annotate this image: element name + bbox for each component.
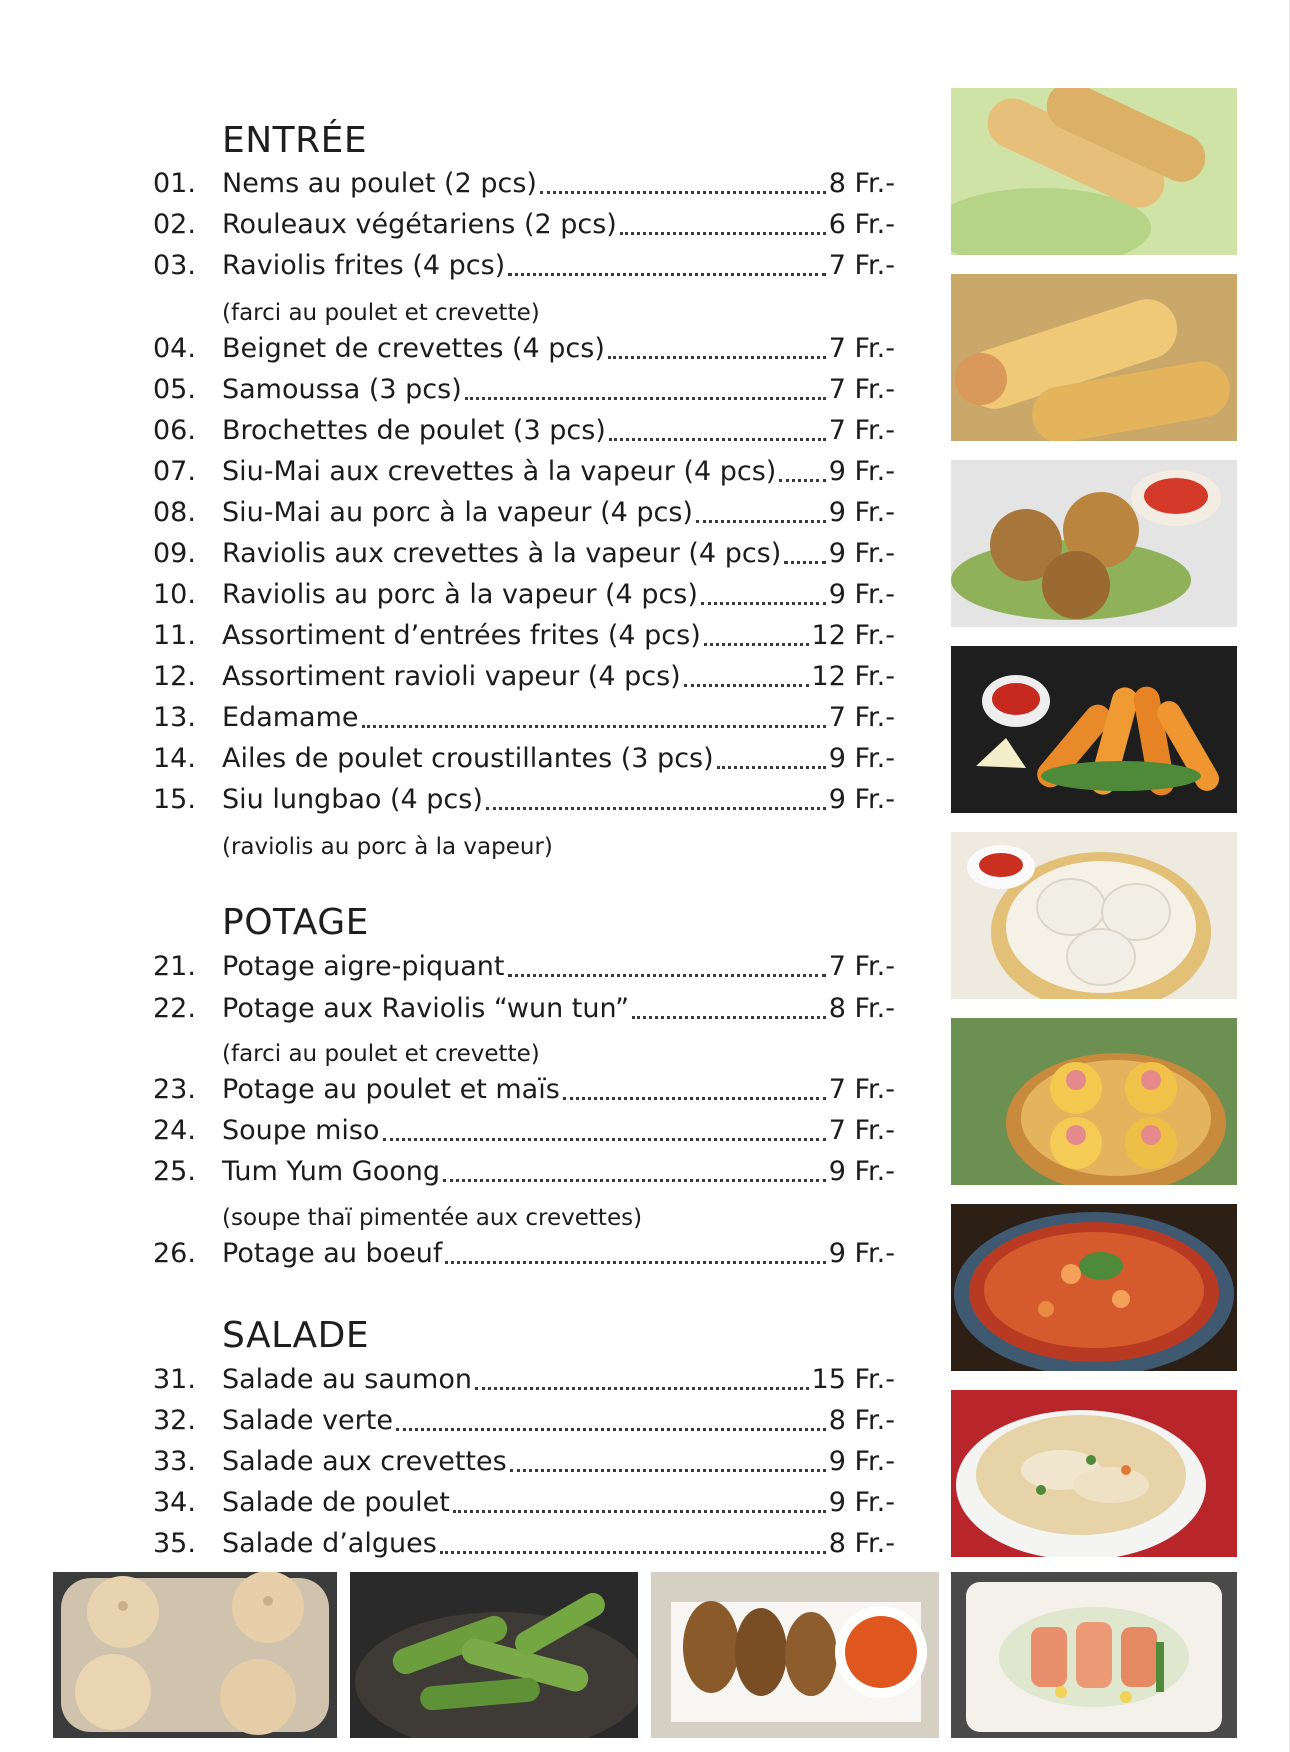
dot-leader [632,1016,826,1019]
dot-leader [696,520,826,523]
menu-item [153,699,895,737]
dot-leader [443,1179,826,1182]
item-name: Salade d’algues [222,1528,437,1559]
item-number: 12. [153,661,196,692]
item-name: Potage aigre-piquant [222,951,505,982]
item-price: 7 Fr.- [828,1074,895,1105]
menu-item [153,1361,895,1399]
item-note: (farci au poulet et crevette) [222,300,540,326]
item-name: Salade aux crevettes [222,1446,507,1477]
item-name: Salade verte [222,1405,393,1436]
item-number: 22. [153,993,196,1024]
dot-leader [465,397,826,400]
menu-item [153,781,895,819]
item-number: 11. [153,620,196,651]
item-price: 7 Fr.- [828,1115,895,1146]
item-number: 26. [153,1238,196,1269]
item-note: (raviolis au porc à la vapeur) [222,834,553,860]
egg-rolls-photo [951,274,1237,441]
item-name: Assortiment d’entrées frites (4 pcs) [222,620,701,651]
item-name: Rouleaux végétariens (2 pcs) [222,209,617,240]
item-price: 15 Fr.- [811,1364,895,1395]
menu-item [153,576,895,614]
item-name: Salade au saumon [222,1364,472,1395]
menu-item [153,1112,895,1150]
dot-leader [486,807,826,810]
item-number: 14. [153,743,196,774]
spring-rolls-photo [951,88,1237,255]
item-name: Siu lungbao (4 pcs) [222,784,483,815]
menu-item [153,206,895,244]
dot-leader [510,1469,826,1472]
menu-item [153,1071,895,1109]
item-price: 7 Fr.- [828,250,895,281]
hot-sour-soup-photo [951,1204,1237,1371]
dot-leader [779,479,825,482]
item-price: 9 Fr.- [828,1238,895,1269]
menu-item [153,1153,895,1191]
item-price: 8 Fr.- [828,168,895,199]
chicken-wings-photo [651,1572,939,1738]
item-name: Brochettes de poulet (3 pcs) [222,415,606,446]
menu-item [153,494,895,532]
dot-leader [717,766,826,769]
section-title-salade: SALADE [222,1315,370,1356]
item-price: 9 Fr.- [828,1446,895,1477]
item-price: 9 Fr.- [828,1487,895,1518]
item-name: Beignet de crevettes (4 pcs) [222,333,605,364]
item-number: 34. [153,1487,196,1518]
shrimp-dumplings-photo [951,832,1237,999]
item-number: 25. [153,1156,196,1187]
item-number: 01. [153,168,196,199]
fried-wontons-photo [951,460,1237,627]
dot-leader [362,725,826,728]
xiaolongbao-photo [53,1572,337,1738]
dot-leader [540,191,826,194]
item-number: 05. [153,374,196,405]
item-name: Potage aux Raviolis “wun tun” [222,993,630,1024]
item-name: Potage au boeuf [222,1238,443,1269]
dot-leader [563,1097,826,1100]
dot-leader [608,356,826,359]
item-number: 03. [153,250,196,281]
item-name: Siu-Mai aux crevettes à la vapeur (4 pcs) [222,456,777,487]
item-number: 02. [153,209,196,240]
dot-leader [453,1510,826,1513]
menu-item [153,1525,895,1563]
item-number: 04. [153,333,196,364]
wonton-soup-photo [951,1390,1237,1557]
menu-item [153,658,895,696]
section-title-potage: POTAGE [222,902,369,943]
menu-item [153,1402,895,1440]
menu-item [153,535,895,573]
dot-leader [701,602,826,605]
menu-item [153,990,895,1028]
item-name: Soupe miso [222,1115,380,1146]
item-number: 23. [153,1074,196,1105]
dot-leader [508,273,826,276]
item-number: 15. [153,784,196,815]
dot-leader [609,438,826,441]
dot-leader [508,974,826,977]
item-price: 8 Fr.- [828,1405,895,1436]
item-price: 7 Fr.- [828,951,895,982]
dot-leader [440,1551,826,1554]
menu-item [153,165,895,203]
item-price: 7 Fr.- [828,702,895,733]
item-number: 07. [153,456,196,487]
item-name: Salade de poulet [222,1487,450,1518]
item-price: 9 Fr.- [828,784,895,815]
item-price: 12 Fr.- [811,661,895,692]
menu-item [153,371,895,409]
item-price: 9 Fr.- [828,579,895,610]
item-name: Nems au poulet (2 pcs) [222,168,537,199]
item-price: 8 Fr.- [828,993,895,1024]
item-price: 7 Fr.- [828,333,895,364]
item-name: Assortiment ravioli vapeur (4 pcs) [222,661,681,692]
item-name: Samoussa (3 pcs) [222,374,462,405]
item-number: 10. [153,579,196,610]
item-price: 9 Fr.- [828,456,895,487]
dot-leader [396,1428,826,1431]
item-price: 7 Fr.- [828,374,895,405]
item-name: Potage au poulet et maïs [222,1074,560,1105]
item-number: 24. [153,1115,196,1146]
item-name: Siu-Mai au porc à la vapeur (4 pcs) [222,497,693,528]
shrimp-salad-photo [951,1572,1237,1738]
item-number: 08. [153,497,196,528]
menu-item [153,948,895,986]
item-number: 13. [153,702,196,733]
item-price: 9 Fr.- [828,1156,895,1187]
dot-leader [475,1387,809,1390]
item-name: Edamame [222,702,359,733]
item-number: 33. [153,1446,196,1477]
item-name: Tum Yum Goong [222,1156,440,1187]
item-price: 7 Fr.- [828,415,895,446]
item-number: 32. [153,1405,196,1436]
item-number: 09. [153,538,196,569]
item-number: 06. [153,415,196,446]
item-name: Ailes de poulet croustillantes (3 pcs) [222,743,714,774]
item-price: 12 Fr.- [811,620,895,651]
item-name: Raviolis aux crevettes à la vapeur (4 pcs) [222,538,782,569]
menu-item [153,247,895,285]
item-name: Raviolis au porc à la vapeur (4 pcs) [222,579,698,610]
item-price: 9 Fr.- [828,497,895,528]
menu-item [153,1484,895,1522]
item-number: 35. [153,1528,196,1559]
menu-item [153,740,895,778]
section-title-entree: ENTRÉE [222,120,368,161]
item-price: 6 Fr.- [828,209,895,240]
item-price: 8 Fr.- [828,1528,895,1559]
menu-item [153,1443,895,1481]
siu-mai-photo [951,1018,1237,1185]
item-price: 9 Fr.- [828,743,895,774]
item-note: (soupe thaï pimentée aux crevettes) [222,1205,643,1231]
dot-leader [620,232,826,235]
fried-shrimp-photo [951,646,1237,813]
dot-leader [684,684,809,687]
edamame-photo [350,1572,638,1738]
menu-item [153,412,895,450]
item-number: 21. [153,951,196,982]
menu-item [153,617,895,655]
dot-leader [445,1261,825,1264]
dot-leader [383,1138,826,1141]
menu-item [153,1235,895,1273]
item-note: (farci au poulet et crevette) [222,1041,540,1067]
menu-item [153,453,895,491]
dot-leader [784,561,825,564]
item-number: 31. [153,1364,196,1395]
item-name: Raviolis frites (4 pcs) [222,250,506,281]
dot-leader [704,643,809,646]
item-price: 9 Fr.- [828,538,895,569]
menu-item [153,330,895,368]
